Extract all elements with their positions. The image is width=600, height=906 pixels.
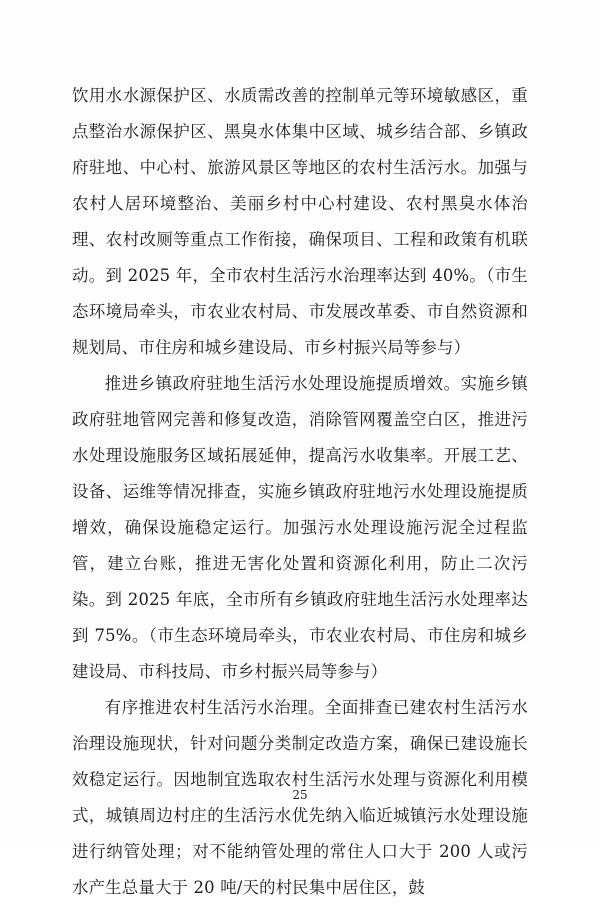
paragraph: 饮用水水源保护区、水质需改善的控制单元等环境敏感区，重点整治水源保护区、黑臭水体集中区域、城乡结合部、乡镇政府驻地、中心村、旅游风景区等地区的农村生活污水。加强与农村人居环境整治、美丽乡村中心村建设、农村黑臭水体治理、农村改厕等重点工作衔接，确保项目、工程和政策有机联动。到 2025 年，全市农村生活污水治理率达到 40%。（市生态环境局牵头，市农业农村局、市发展改革委、市自然资源和规划局、市住房和城乡建设局、市乡村振兴局等参与）: [72, 86, 528, 357]
paragraph: 推进乡镇政府驻地生活污水处理设施提质增效。实施乡镇政府驻地管网完善和修复改造，消除管网覆盖空白区，推进污水处理设施服务区域拓展延伸，提高污水收集率。开展工艺、设备、运维等情况排查，实施乡镇政府驻地污水处理设施提质增效，确保设施稳定运行。加强污水处理设施污泥全过程监管，建立台账，推进无害化处置和资源化利用，防止二次污染。到 2025 年底，全市所有乡镇政府驻地生活污水处理率达到 75%。（市生态环境局牵头，市农业农村局、市住房和城乡建设局、市科技局、市乡村振兴局等参与）: [72, 374, 528, 681]
paragraph: 有序推进农村生活污水治理。全面排查已建农村生活污水治理设施现状，针对问题分类制定改造方案，确保已建设施长效稳定运行。因地制宜选取农村生活污水处理与资源化利用模式，城镇周边村庄的生活污水优先纳入临近城镇污水处理设施进行纳管处理；对不能纳管处理的常住人口大于 200 人或污水产生总量大于 20 吨/天的村民集中居住区，鼓: [72, 698, 528, 897]
page-body: [72, 78, 528, 906]
page-number: 25: [292, 788, 308, 802]
